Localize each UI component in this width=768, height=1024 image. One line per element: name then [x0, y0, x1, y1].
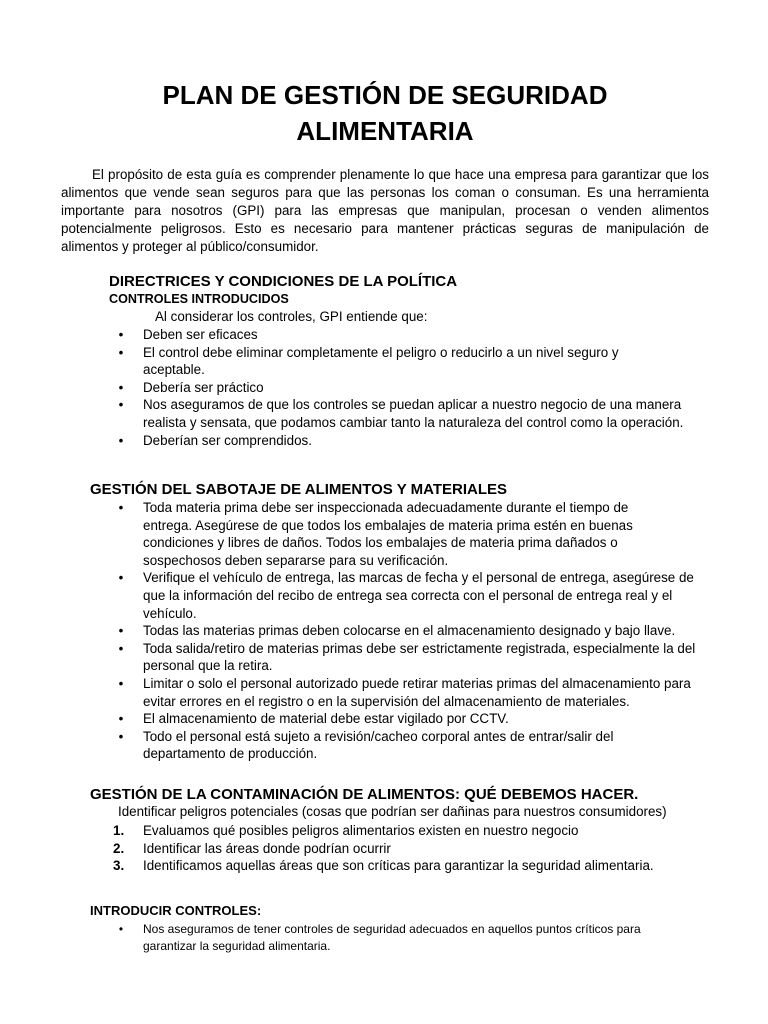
section3-lead: Identificar peligros potenciales (cosas que podrían ser dañinas para nuestros consumidores) [118, 804, 667, 819]
bullet-icon: • [118, 397, 124, 413]
bullet-icon: • [118, 675, 124, 691]
list-item: • Todas las materias primas deben colocarse en el almacenamiento designado y bajo llave. [116, 622, 716, 640]
section4-list [116, 921, 696, 955]
section4-heading: INTRODUCIR CONTROLES: [90, 903, 262, 918]
section3-list [113, 822, 716, 875]
list-item: • Nos aseguramos de tener controles de seguridad adecuados en aquellos puntos críticos para garantizar la seguridad alimentaria. [116, 921, 696, 955]
list-item: • Toda materia prima debe ser inspeccionada adecuadamente durante el tiempo de entrega. Asegúrese de que todos los embalajes de materia prima estén en buenas condiciones y libres de daños. Todos los embalajes de materia prima dañados o sospechosos deben separarse para su verificación. [116, 499, 716, 569]
section3-heading: GESTIÓN DE LA CONTAMINACIÓN DE ALIMENTOS: QUÉ DEBEMOS HACER. [90, 786, 639, 803]
list-item: • Limitar o solo el personal autorizado puede retirar materias primas del almacenamiento para evitar errores en el registro o en la supervisión del almacenamiento de materiales. [116, 675, 716, 710]
list-item: • Deben ser eficaces [116, 326, 716, 344]
intro-paragraph: El propósito de esta guía es comprender plenamente lo que hace una empresa para garantizar que los alimentos que vende sean seguros para que las personas los coman o consuman. Es una herramienta importante para nosotros (GPI) para las empresas que manipulan, procesan o venden alimentos potencialmente peligrosos. Esto es necesario para mantener prácticas seguras de manipulación de alimentos y proteger al público/consumidor. [61, 167, 709, 254]
section2-heading: GESTIÓN DEL SABOTAJE DE ALIMENTOS Y MATERIALES [90, 481, 507, 498]
list-item: 2. Identificar las áreas donde podrían ocurrir [113, 840, 391, 856]
section1-heading: DIRECTRICES Y CONDICIONES DE LA POLÍTICA [109, 273, 458, 290]
bullet-icon: • [118, 728, 124, 744]
bullet-icon: • [118, 623, 124, 639]
bullet-icon: • [118, 500, 124, 515]
bullet-icon: • [118, 570, 124, 586]
list-item: • El almacenamiento de material debe estar vigilado por CCTV. [116, 710, 716, 728]
section1-subheading: CONTROLES INTRODUCIDOS [109, 292, 289, 306]
bullet-icon: • [118, 344, 124, 360]
section1-list [116, 326, 716, 449]
section1-lead: Al considerar los controles, GPI entiende que: [155, 309, 428, 324]
bullet-icon: • [118, 711, 124, 727]
list-item: 3. Identificamos aquellas áreas que son críticas para garantizar la seguridad alimentaria. [113, 858, 654, 874]
list-item: • El control debe eliminar completamente el peligro o reducirlo a un nivel seguro y aceptable. [116, 344, 716, 379]
list-item: • Todo el personal está sujeto a revisión/cacheo corporal antes de entrar/salir del departamento de producción. [116, 728, 716, 763]
document-title [90, 77, 680, 149]
bullet-icon: • [118, 432, 124, 448]
bullet-icon: • [118, 922, 124, 936]
title-line-2: ALIMENTARIA [296, 116, 474, 146]
list-item: • Toda salida/retiro de materias primas debe ser estrictamente registrada, especialmente la del personal que la retira. [116, 640, 716, 675]
bullet-icon: • [118, 327, 124, 342]
list-item: • Deberían ser comprendidos. [116, 432, 716, 450]
list-item: • Verifique el vehículo de entrega, las marcas de fecha y el personal de entrega, asegúrese de que la información del recibo de entrega sea correcta con el personal de entrega real y el vehículo. [116, 569, 716, 622]
list-item: • Nos aseguramos de que los controles se puedan aplicar a nuestro negocio de una manera realista y sensata, que podamos cambiar tanto la naturaleza del control como la operación. [116, 396, 716, 431]
bullet-icon: • [118, 379, 124, 395]
bullet-icon: • [118, 640, 124, 656]
list-item: 1. Evaluamos qué posibles peligros alimentarios existen en nuestro negocio [113, 823, 579, 838]
section2-list [116, 499, 716, 763]
title-line-1: PLAN DE GESTIÓN DE SEGURIDAD [162, 80, 608, 110]
list-item: • Debería ser práctico [116, 379, 716, 397]
